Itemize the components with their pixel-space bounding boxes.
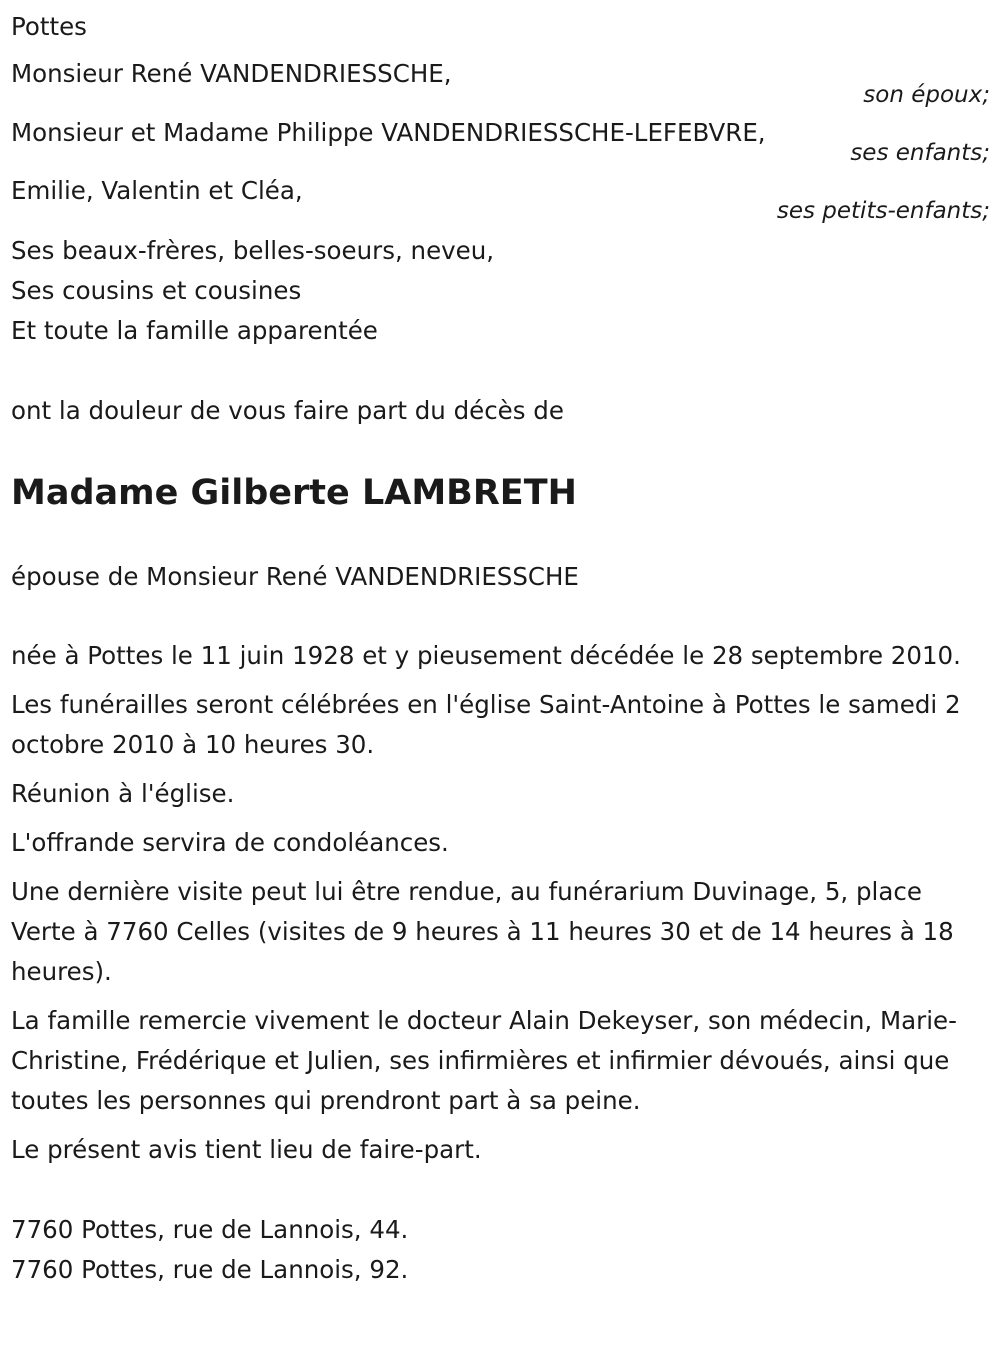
family-member-name: Monsieur René VANDENDRIESSCHE, <box>11 59 452 88</box>
funeral-paragraph: Les funérailles seront célébrées en l'église Saint-Antoine à Pottes le samedi 2 octobre 2010 à 10 heures 30. <box>11 690 961 759</box>
family-entry <box>11 171 990 223</box>
relatives-list <box>11 231 990 351</box>
announcement-text: ont la douleur de vous faire part du décès de <box>11 396 564 425</box>
family-relation: ses enfants; <box>850 140 990 166</box>
family-member-name: Emilie, Valentin et Cléa, <box>11 176 303 205</box>
relatives-line: Ses beaux-frères, belles-soeurs, neveu, <box>11 236 495 265</box>
family-entry <box>11 113 990 165</box>
addresses <box>11 1210 990 1290</box>
obituary-notice <box>11 0 990 1290</box>
birth-death-paragraph: née à Pottes le 11 juin 1928 et y pieusement décédée le 28 septembre 2010. <box>11 641 961 670</box>
address-line: 7760 Pottes, rue de Lannois, 44. <box>11 1215 409 1244</box>
family-entry <box>11 54 990 107</box>
relatives-line: Ses cousins et cousines <box>11 276 302 305</box>
thanks-paragraph: La famille remercie vivement le docteur Alain Dekeyser, son médecin, Marie-Christine, Frédérique et Julien, ses infirmières et infirmier dévoués, ainsi que toutes les personnes qui prendront part à sa peine. <box>11 1006 957 1115</box>
offering-paragraph: L'offrande servira de condoléances. <box>11 828 449 857</box>
family-relation: son époux; <box>863 82 990 108</box>
notice-paragraph: Le présent avis tient lieu de faire-part. <box>11 1135 482 1164</box>
visit-paragraph: Une dernière visite peut lui être rendue, au funérarium Duvinage, 5, place Verte à 7760 Celles (visites de 9 heures à 11 heures 30 et de 14 heures à 18 heures). <box>11 877 954 986</box>
family-relation: ses petits-enfants; <box>776 198 990 224</box>
place-heading: Pottes <box>11 12 87 41</box>
deceased-name: Madame Gilberte LAMBRETH <box>11 473 577 513</box>
family-member-name: Monsieur et Madame Philippe VANDENDRIESSCHE-LEFEBVRE, <box>11 118 766 147</box>
spouse-line: épouse de Monsieur René VANDENDRIESSCHE <box>11 562 579 591</box>
meeting-paragraph: Réunion à l'église. <box>11 779 235 808</box>
details-section <box>11 636 990 1170</box>
address-line: 7760 Pottes, rue de Lannois, 92. <box>11 1255 409 1284</box>
relatives-line: Et toute la famille apparentée <box>11 316 378 345</box>
